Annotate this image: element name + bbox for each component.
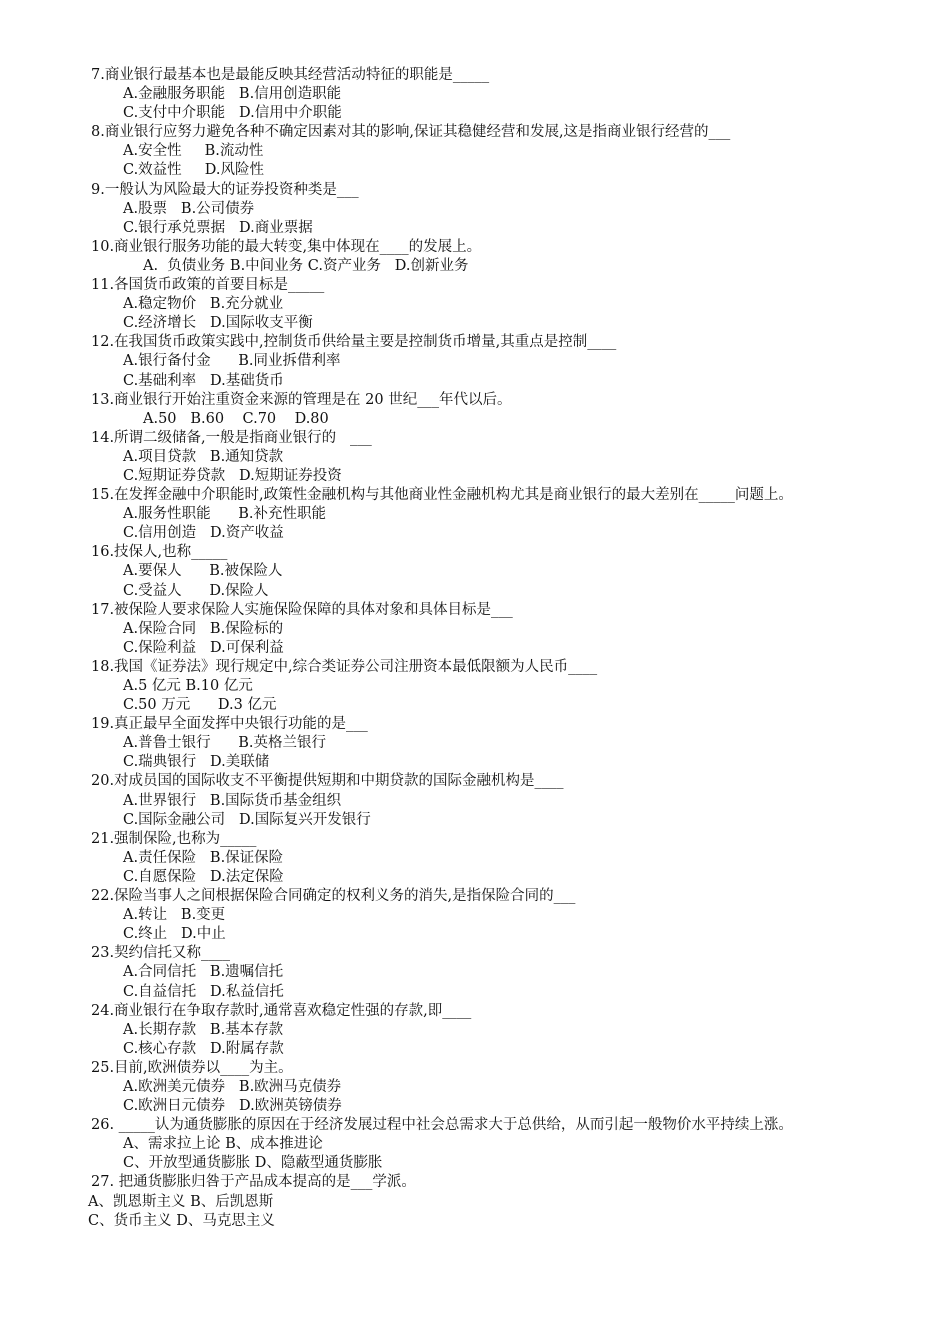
answer-options: A.稳定物价 B.充分就业 — [123, 296, 284, 313]
question-stem: 18.我国《证券法》现行规定中,综合类证券公司注册资本最低限额为人民币____ — [91, 658, 598, 675]
answer-options: A.责任保险 B.保证保险 — [123, 849, 284, 866]
answer-options: A.银行备付金 B.同业拆借利率 — [123, 353, 341, 370]
answer-options: C.国际金融公司 D.国际复兴开发银行 — [123, 811, 371, 828]
answer-options: A.要保人 B.被保险人 — [123, 563, 283, 580]
answer-options: A.5 亿元 B.10 亿元 — [123, 678, 253, 694]
answer-options: A.长期存款 B.基本存款 — [123, 1021, 284, 1038]
answer-options: C.银行承兑票据 D.商业票据 — [123, 219, 313, 236]
question-stem: 20.对成员国的国际收支不平衡提供短期和中期贷款的国际金融机构是____ — [91, 773, 564, 790]
answer-options: A.项目贷款 B.通知贷款 — [123, 448, 284, 465]
question-stem: 10.商业银行服务功能的最大转变,集中体现在____的发展上。 — [91, 238, 482, 255]
answer-options: C、开放型通货膨胀 D、隐蔽型通货膨胀 — [123, 1155, 383, 1172]
answer-options: C.终止 D.中止 — [123, 926, 226, 943]
answer-options: C.保险利益 D.可保利益 — [123, 639, 284, 656]
answer-options: C.效益性 D.风险性 — [123, 162, 264, 179]
question-stem: 12.在我国货币政策实践中,控制货币供给量主要是控制货币增量,其重点是控制____ — [91, 334, 617, 351]
question-stem: 16.技保人,也称_____ — [91, 544, 228, 561]
answer-options: A.保险合同 B.保险标的 — [123, 620, 284, 637]
question-stem: 11.各国货币政策的首要目标是_____ — [91, 277, 325, 294]
answer-options: A、需求拉上论 B、成本推进论 — [123, 1136, 323, 1153]
answer-options: C、货币主义 D、马克思主义 — [88, 1212, 275, 1229]
answer-options: A.50 B.60 C.70 D.80 — [143, 410, 329, 427]
question-stem: 15.在发挥金融中介职能时,政策性金融机构与其他商业性金融机构尤其是商业银行的最大差别在_____问题上。 — [91, 487, 793, 504]
answer-options: A. 负债业务 B.中间业务 C.资产业务 D.创新业务 — [143, 257, 469, 274]
question-stem: 9.一般认为风险最大的证券投资种类是___ — [91, 181, 359, 198]
answer-options: A、凯恩斯主义 B、后凯恩斯 — [88, 1193, 274, 1210]
answer-options: C.欧洲日元债券 D.欧洲英镑债券 — [123, 1098, 342, 1115]
question-stem: 21.强制保险,也称为_____ — [91, 830, 257, 847]
answer-options: A.欧洲美元债券 B.欧洲马克债券 — [123, 1078, 342, 1095]
answer-options: C.信用创造 D.资产收益 — [123, 525, 284, 542]
answer-options: A.股票 B.公司债券 — [123, 200, 255, 217]
question-stem: 17.被保险人要求保险人实施保险保障的具体对象和具体目标是___ — [91, 601, 513, 618]
answer-options: A.转让 B.变更 — [123, 907, 226, 924]
answer-options: C.基础利率 D.基础货币 — [123, 372, 284, 389]
question-stem: 7.商业银行最基本也是最能反映其经营活动特征的职能是_____ — [91, 67, 490, 83]
answer-options: C.核心存款 D.附属存款 — [123, 1040, 284, 1057]
answer-options: A.安全性 B.流动性 — [123, 143, 264, 160]
answer-options: A.服务性职能 B.补充性职能 — [123, 506, 326, 523]
question-stem: 8.商业银行应努力避免各种不确定因素对其的影响,保证其稳健经营和发展,这是指商业银行经营的___ — [91, 124, 731, 141]
question-stem: 14.所谓二级储备,一般是指商业银行的 ___ — [91, 429, 372, 446]
answer-options: C.自愿保险 D.法定保险 — [123, 868, 284, 885]
answer-options: A.金融服务职能 B.信用创造职能 — [123, 86, 342, 103]
question-stem: 13.商业银行开始注重资金来源的管理是在 20 世纪___年代以后。 — [91, 391, 512, 408]
answer-options: C.短期证券贷款 D.短期证券投资 — [123, 467, 342, 484]
question-stem: 22.保险当事人之间根据保险合同确定的权利义务的消失,是指保险合同的___ — [91, 888, 576, 905]
answer-options: A.普鲁士银行 B.英格兰银行 — [123, 735, 326, 752]
question-stem: 25.目前,欧洲债券以____为主。 — [91, 1059, 293, 1076]
question-stem: 27. 把通货膨胀归咎于产品成本提高的是___学派。 — [91, 1174, 416, 1191]
answer-options: C.受益人 D.保险人 — [123, 582, 269, 599]
document-page — [88, 66, 871, 1231]
answer-options: C.自益信托 D.私益信托 — [123, 983, 284, 1000]
question-stem: 24.商业银行在争取存款时,通常喜欢稳定性强的存款,即____ — [91, 1002, 472, 1019]
question-stem: 26. _____认为通货膨胀的原因在于经济发展过程中社会总需求大于总供给，从而引起一般物价水平持续上涨。 — [91, 1117, 793, 1134]
answer-options: C.瑞典银行 D.美联储 — [123, 754, 270, 771]
answer-options: C.经济增长 D.国际收支平衡 — [123, 315, 313, 332]
answer-options: C.50 万元 D.3 亿元 — [123, 697, 277, 714]
answer-options: C.支付中介职能 D.信用中介职能 — [123, 105, 342, 122]
question-stem: 19.真正最早全面发挥中央银行功能的是___ — [91, 716, 368, 733]
answer-options: A.合同信托 B.遗嘱信托 — [123, 964, 284, 981]
answer-options: A.世界银行 B.国际货币基金组织 — [123, 792, 342, 809]
question-stem: 23.契约信托又称____ — [91, 945, 231, 962]
